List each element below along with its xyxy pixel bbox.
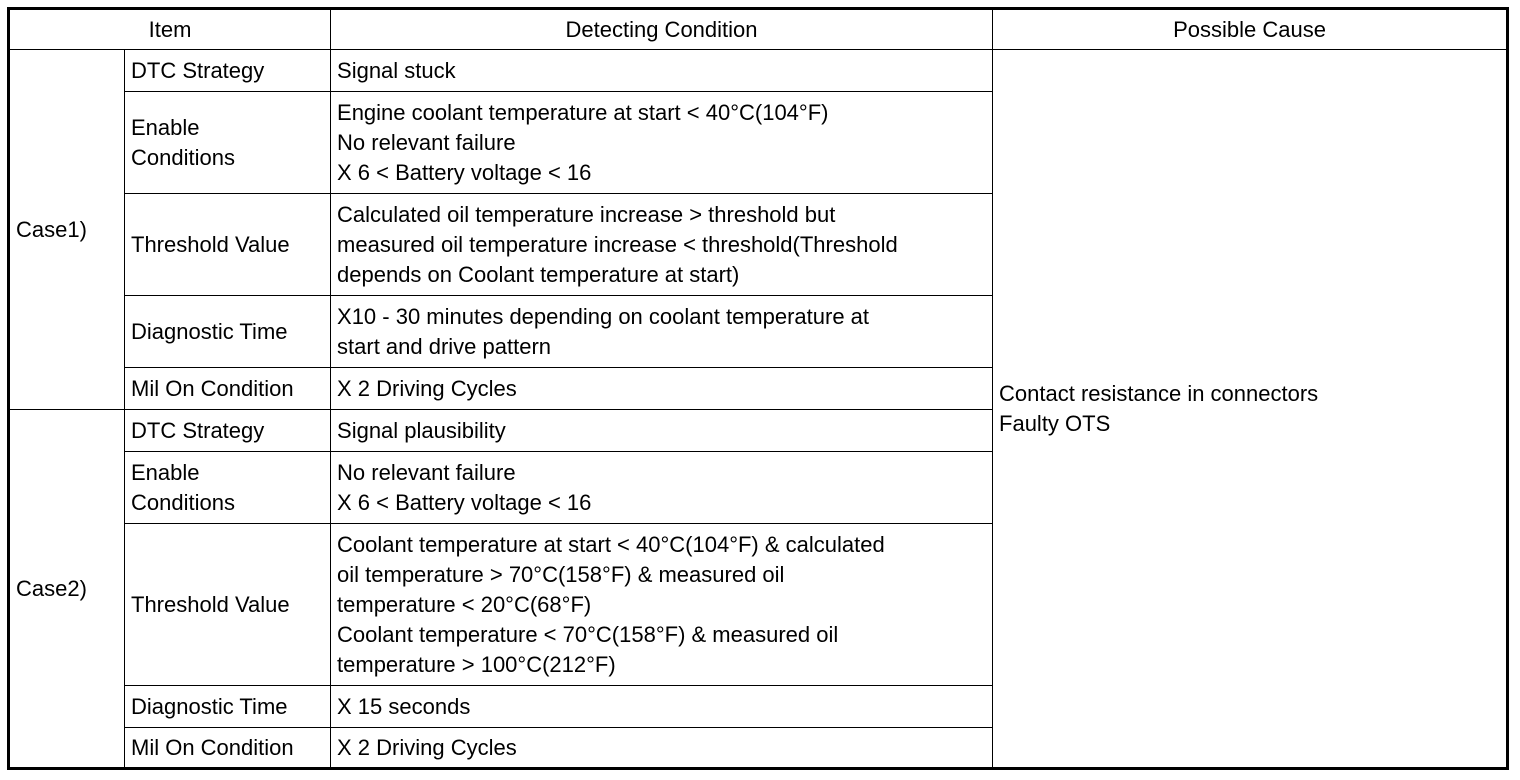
- condition-line: oil temperature > 70°C(158°F) & measured oil: [337, 561, 785, 587]
- item-cell: Mil On Condition: [125, 368, 331, 410]
- possible-cause-cell: [993, 50, 1508, 769]
- condition-cell: [331, 50, 993, 92]
- condition-line: X 2 Driving Cycles: [337, 375, 517, 401]
- item-cell: Diagnostic Time: [125, 296, 331, 368]
- condition-line: Engine coolant temperature at start < 40°C(104°F): [337, 99, 829, 125]
- table-row: [9, 50, 1508, 92]
- condition-line: Calculated oil temperature increase > threshold but: [337, 201, 836, 227]
- cause-line: Contact resistance in connectors: [999, 380, 1319, 406]
- cause-line: Faulty OTS: [999, 410, 1111, 436]
- condition-cell: [331, 194, 993, 296]
- header-row: [9, 9, 1508, 50]
- condition-cell: [331, 524, 993, 686]
- condition-line: temperature < 20°C(68°F): [337, 591, 592, 617]
- header-detecting-condition: Detecting Condition: [331, 9, 993, 50]
- condition-line: X 15 seconds: [337, 693, 471, 719]
- condition-cell: [331, 452, 993, 524]
- condition-line: X 6 < Battery voltage < 16: [337, 159, 592, 185]
- header-possible-cause: Possible Cause: [993, 9, 1508, 50]
- condition-line: Coolant temperature at start < 40°C(104°F) & calculated: [337, 531, 885, 557]
- item-cell: Mil On Condition: [125, 728, 331, 769]
- condition-cell: [331, 728, 993, 769]
- dtc-table: [7, 7, 1509, 770]
- condition-line: No relevant failure: [337, 129, 516, 155]
- condition-line: No relevant failure: [337, 459, 516, 485]
- header-item: Item: [9, 9, 331, 50]
- condition-line: X 2 Driving Cycles: [337, 734, 517, 760]
- case-label: Case1): [9, 50, 125, 410]
- condition-cell: [331, 368, 993, 410]
- condition-cell: [331, 410, 993, 452]
- condition-line: depends on Coolant temperature at start): [337, 261, 740, 287]
- condition-line: X10 - 30 minutes depending on coolant temperature at: [337, 303, 870, 329]
- condition-cell: [331, 92, 993, 194]
- item-cell: Enable Conditions: [125, 92, 331, 194]
- condition-cell: [331, 296, 993, 368]
- condition-line: X 6 < Battery voltage < 16: [337, 489, 592, 515]
- condition-line: temperature > 100°C(212°F): [337, 651, 616, 677]
- item-cell: Threshold Value: [125, 194, 331, 296]
- condition-line: start and drive pattern: [337, 333, 552, 359]
- condition-cell: [331, 686, 993, 728]
- item-cell: Enable Conditions: [125, 452, 331, 524]
- case-label: Case2): [9, 410, 125, 769]
- item-cell: Diagnostic Time: [125, 686, 331, 728]
- condition-line: Signal plausibility: [337, 417, 506, 443]
- item-cell: Threshold Value: [125, 524, 331, 686]
- item-cell: DTC Strategy: [125, 50, 331, 92]
- condition-line: Signal stuck: [337, 57, 456, 83]
- condition-line: Coolant temperature < 70°C(158°F) & measured oil: [337, 621, 839, 647]
- condition-line: measured oil temperature increase < threshold(Threshold: [337, 231, 898, 257]
- item-cell: DTC Strategy: [125, 410, 331, 452]
